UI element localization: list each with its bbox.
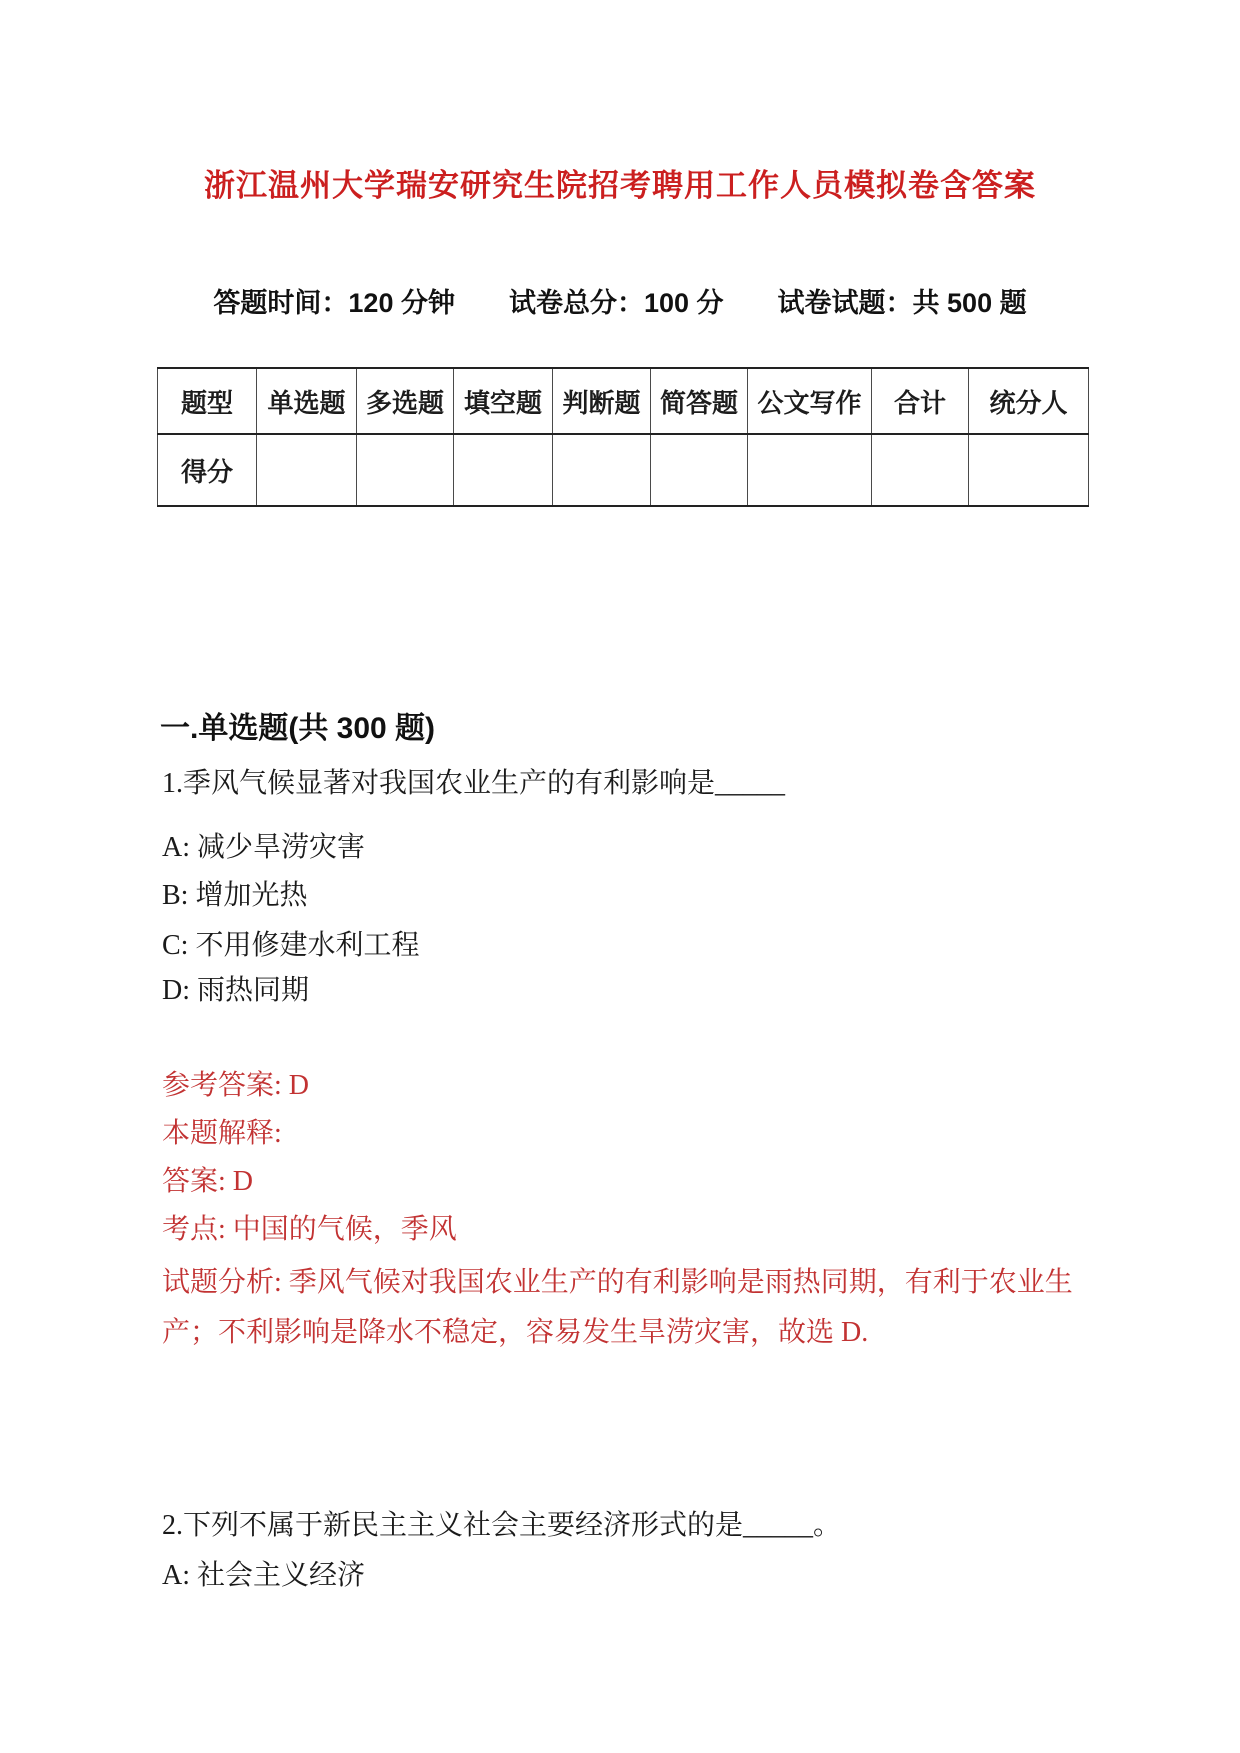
score-cell-empty — [748, 434, 872, 506]
header-question-type: 题型 — [158, 368, 257, 434]
header-single-choice: 单选题 — [257, 368, 357, 434]
question-1-option-a: A: 减少旱涝灾害 — [162, 832, 366, 863]
header-true-false: 判断题 — [553, 368, 651, 434]
exam-meta-row — [0, 281, 1240, 320]
meta-total-score: 试卷总分：100 分 — [508, 288, 724, 318]
header-short-answer: 简答题 — [651, 368, 748, 434]
score-table — [157, 367, 1089, 507]
score-cell-empty — [454, 434, 553, 506]
meta-question-count: 试卷试题：共 500 题 — [777, 288, 1027, 318]
question-2-option-a: A: 社会主义经济 — [162, 1560, 366, 1591]
question-1-explanation-label: 本题解释: — [162, 1118, 282, 1149]
meta-answer-time: 答题时间：120 分钟 — [213, 288, 455, 318]
question-1-analysis: 试题分析: 季风气候对我国农业生产的有利影响是雨热同期，有利于农业生产；不利影响是降水不稳定，容易发生旱涝灾害，故选 D. — [162, 1267, 1073, 1348]
header-score-counter: 统分人 — [969, 368, 1089, 434]
header-official-writing: 公文写作 — [748, 368, 872, 434]
score-cell-empty — [257, 434, 357, 506]
score-table-score-row — [158, 434, 1089, 506]
header-fill-blank: 填空题 — [454, 368, 553, 434]
question-1-answer-line: 答案: D — [162, 1166, 254, 1197]
score-cell-empty — [872, 434, 969, 506]
score-cell-empty — [357, 434, 454, 506]
question-1-exam-point: 考点: 中国的气候，季风 — [162, 1214, 457, 1245]
score-cell-empty — [651, 434, 748, 506]
question-1-option-d: D: 雨热同期 — [162, 975, 310, 1006]
question-1-option-c: C: 不用修建水利工程 — [162, 930, 420, 961]
question-1-text: 1.季风气候显著对我国农业生产的有利影响是_____ — [162, 768, 786, 799]
question-1-option-b: B: 增加光热 — [162, 880, 308, 911]
header-multi-choice: 多选题 — [357, 368, 454, 434]
section-heading: 一.单选题(共 300 题) — [160, 712, 436, 745]
header-total: 合计 — [872, 368, 969, 434]
question-2-text: 2.下列不属于新民主主义社会主要经济形式的是_____。 — [162, 1510, 842, 1541]
score-row-label: 得分 — [158, 434, 257, 506]
score-table-header-row — [158, 368, 1089, 434]
score-cell-empty — [969, 434, 1089, 506]
page-title: 浙江温州大学瑞安研究生院招考聘用工作人员模拟卷含答案 — [204, 168, 1036, 203]
question-1-reference-answer: 参考答案: D — [162, 1070, 310, 1101]
score-cell-empty — [553, 434, 651, 506]
